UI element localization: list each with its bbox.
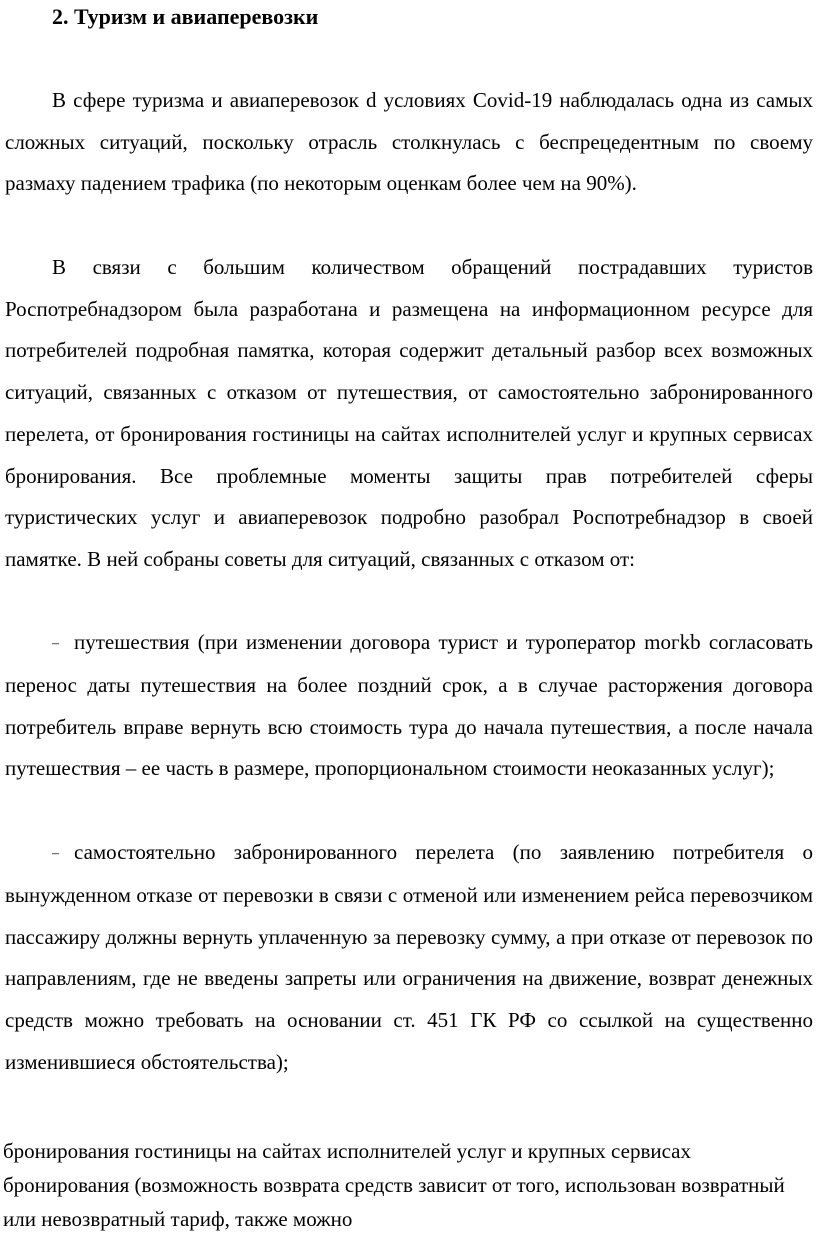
list-dash: – [52, 846, 59, 862]
list-item-text: самостоятельно забронированного перелета (по заявлению потребителя о вынужденном отказе от перевозки в связи с отменой или изменением рейса перевозчиком пассажиру должны вернуть уплаченную за перевозку сумму, а при отказе от перевозок по направлениям, где не введены запреты или ограничения на движение, возврат денежных средств можно требовать на основании ст. 451 ГК РФ со ссылкой на существенно изменившиеся обстоятельства); [5, 840, 813, 1074]
paragraph-intro: В сфере туризма и авиаперевозок d условиях Covid-19 наблюдалась одна из самых сложных ситуаций, поскольку отрасль столкнулась с беспрецедентным по своему размаху падением трафика (по некоторым оценкам более чем на 90%). [5, 88, 813, 196]
list-item-flight [5, 832, 813, 1084]
list-dash: – [52, 636, 59, 652]
list-item-travel [5, 622, 813, 790]
section-heading: 2. Туризм и авиаперевозки [52, 4, 319, 29]
paragraph-rospotrebnadzor: В связи с большим количеством обращений пострадавших туристов Роспотребнадзором была разработана и размещена на информационном ресурсе для потребителей подробная памятка, которая содержит детальный разбор всех возможных ситуаций, связанных с отказом от путешествия, от самостоятельно забронированного перелета, от бронирования гостиницы на сайтах исполнителей услуг и крупных сервисах бронирования. Все проблемные моменты защиты прав потребителей сферы туристических услуг и авиаперевозок подробно разобрал Роспотребнадзор в своей памятке. В ней собраны советы для ситуаций, связанных с отказом от: [5, 255, 813, 571]
paragraph-hotel: бронирования гостиницы на сайтах исполнителей услуг и крупных сервисах бронирования (возможность возврата средств зависит от того, использован возвратный или невозвратный тариф, также можно [3, 1139, 785, 1231]
list-item-text: путешествия (при изменении договора турист и туроператор moгkb согласовать перенос даты путешествия на более поздний срок, а в случае расторжения договора потребитель вправе вернуть всю стоимость тура до начала путешествия, а после начала путешествия – ее часть в размере, пропорциональном стоимости неоказанных услуг); [5, 630, 813, 781]
